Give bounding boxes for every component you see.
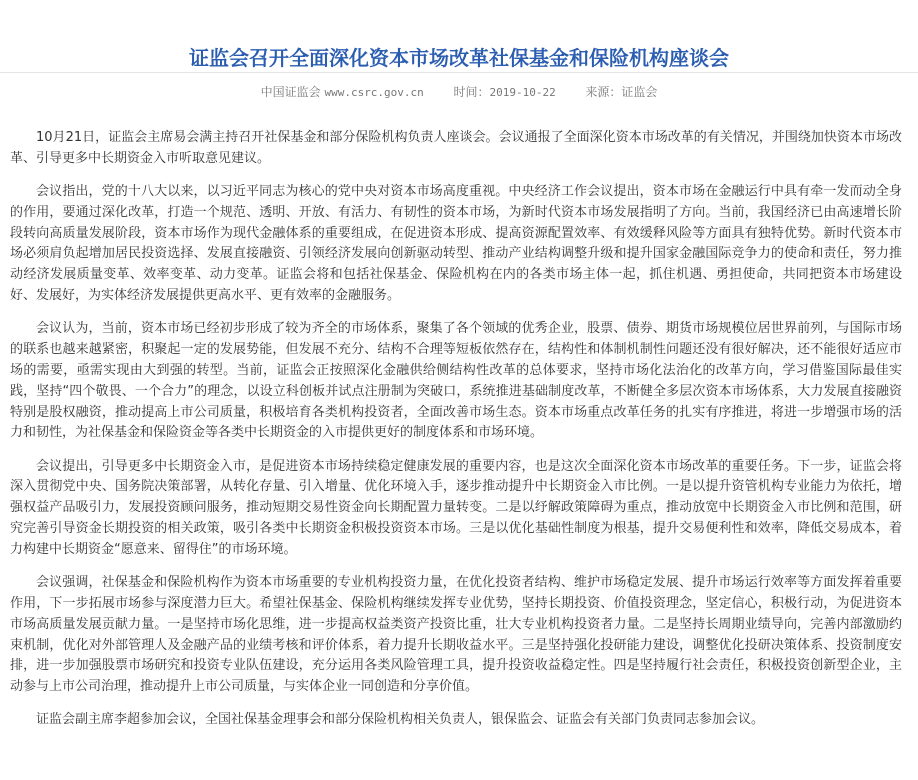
time-label: 时间： (453, 85, 490, 99)
source-label: 来源： (585, 85, 622, 99)
body-paragraph: 10月21日，证监会主席易会满主持召开社保基金和部分保险机构负责人座谈会。会议通报了全面深化资本市场改革的有关情况，并围绕加快资本市场改革、引导更多中长期资金入市听取意见建议。 (10, 130, 902, 166)
article-body (10, 128, 902, 744)
source-name: 证监会 (621, 85, 658, 99)
article-meta (0, 82, 918, 103)
source-site: 中国证监会 (260, 85, 321, 99)
body-paragraph: 会议指出，党的十八大以来，以习近平同志为核心的党中央对资本市场高度重视。中央经济工作会议提出，资本市场在金融运行中具有牵一发而动全身的作用，要通过深化改革，打造一个规范、透明、开放、有活力、有韧性的资本市场，为新时代资本市场发展指明了方向。当前，我国经济已由高速增长阶段转向高质量发展阶段，资本市场作为现代金融体系的重要组成，在促进资本形成、提高资源配置效率、有效缓释风险等方面具有独特优势。新时代资本市场必须肩负起增加居民投资选择、发展直接融资、引领经济发展向创新驱动转型、推动产业结构调整升级和提升国家金融国际竞争力的使命和责任，努力推动经济发展质量变革、效率变革、动力变革。证监会将和包括社保基金、保险机构在内的各类市场主体一起，抓住机遇、勇担使命，共同把资本市场建设好、发展好，为实体经济发展提供更高水平、更有效率的金融服务。 (10, 184, 902, 304)
site-url[interactable]: www.csrc.gov.cn (324, 86, 424, 99)
body-paragraph: 证监会副主席李超参加会议，全国社保基金理事会和部分保险机构相关负责人，银保监会、证监会有关部门负责同志参加会议。 (36, 712, 765, 728)
title-divider (0, 72, 918, 73)
publish-date: 2019-10-22 (489, 86, 556, 99)
body-paragraph: 会议强调，社保基金和保险机构作为资本市场重要的专业机构投资力量，在优化投资者结构、维护市场稳定发展、提升市场运行效率等方面发挥着重要作用，下一步拓展市场参与深度潜力巨大。希望社保基金、保险机构继续发挥专业优势，坚持长期投资、价值投资理念，坚定信心，积极行动，为促进资本市场高质量发展贡献力量。一是坚持市场化思维，进一步提高权益类资产投资比重，壮大专业机构投资者力量。二是坚持长周期业绩导向，完善内部激励约束机制，优化对外部管理人及金融产品的业绩考核和评价体系，着力提升长期收益水平。三是坚持强化投研能力建设，调整优化投研决策体系、投资制度安排，进一步加强股票市场研究和投资专业队伍建设，充分运用各类风险管理工具，提升投资收益稳定性。四是坚持履行社会责任，积极投资创新型企业，主动参与上市公司治理，推动提升上市公司质量，与实体企业一同创造和分享价值。 (10, 575, 902, 695)
body-paragraph: 会议认为，当前，资本市场已经初步形成了较为齐全的市场体系，聚集了各个领域的优秀企业，股票、债券、期货市场规模位居世界前列，与国际市场的联系也越来越紧密，积聚起一定的发展势能，但发展不充分、结构不合理等短板依然存在，结构性和体制机制性问题还没有很好解决，还不能很好适应市场的需要，亟需实现由大到强的转型。当前，证监会正按照深化金融供给侧结构性改革的总体要求，坚持市场化法治化的改革方向，学习借鉴国际最佳实践，坚持“四个敬畏、一个合力”的理念，以设立科创板并试点注册制为突破口，系统推进基础制度改革，不断健全多层次资本市场体系，大力发展直接融资特别是股权融资，推动提高上市公司质量，积极培育各类机构投资者，全面改善市场生态。资本市场重点改革任务的扎实有序推进，将进一步增强市场的活力和韧性，为社保基金和保险资金等各类中长期资金的入市提供更好的制度体系和市场环境。 (10, 321, 902, 441)
body-paragraph: 会议提出，引导更多中长期资金入市，是促进资本市场持续稳定健康发展的重要内容，也是这次全面深化资本市场改革的重要任务。下一步，证监会将深入贯彻党中央、国务院决策部署，从转化存量、引入增量、优化环境入手，逐步推动提升中长期资金入市比例。一是以提升资管机构专业能力为依托，增强权益产品吸引力，发展投资顾问服务，推动短期交易性资金向长期配置力量转变。二是以纾解政策障碍为重点，推动放宽中长期资金入市比例和范围，研究完善引导资金长期投资的相关政策，吸引各类中长期资金积极投资资本市场。三是以优化基础性制度为根基，提升交易便利性和效率，降低交易成本，着力构建中长期资金“愿意来、留得住”的市场环境。 (10, 458, 902, 557)
article-title: 证监会召开全面深化资本市场改革社保基金和保险机构座谈会 (189, 46, 729, 71)
